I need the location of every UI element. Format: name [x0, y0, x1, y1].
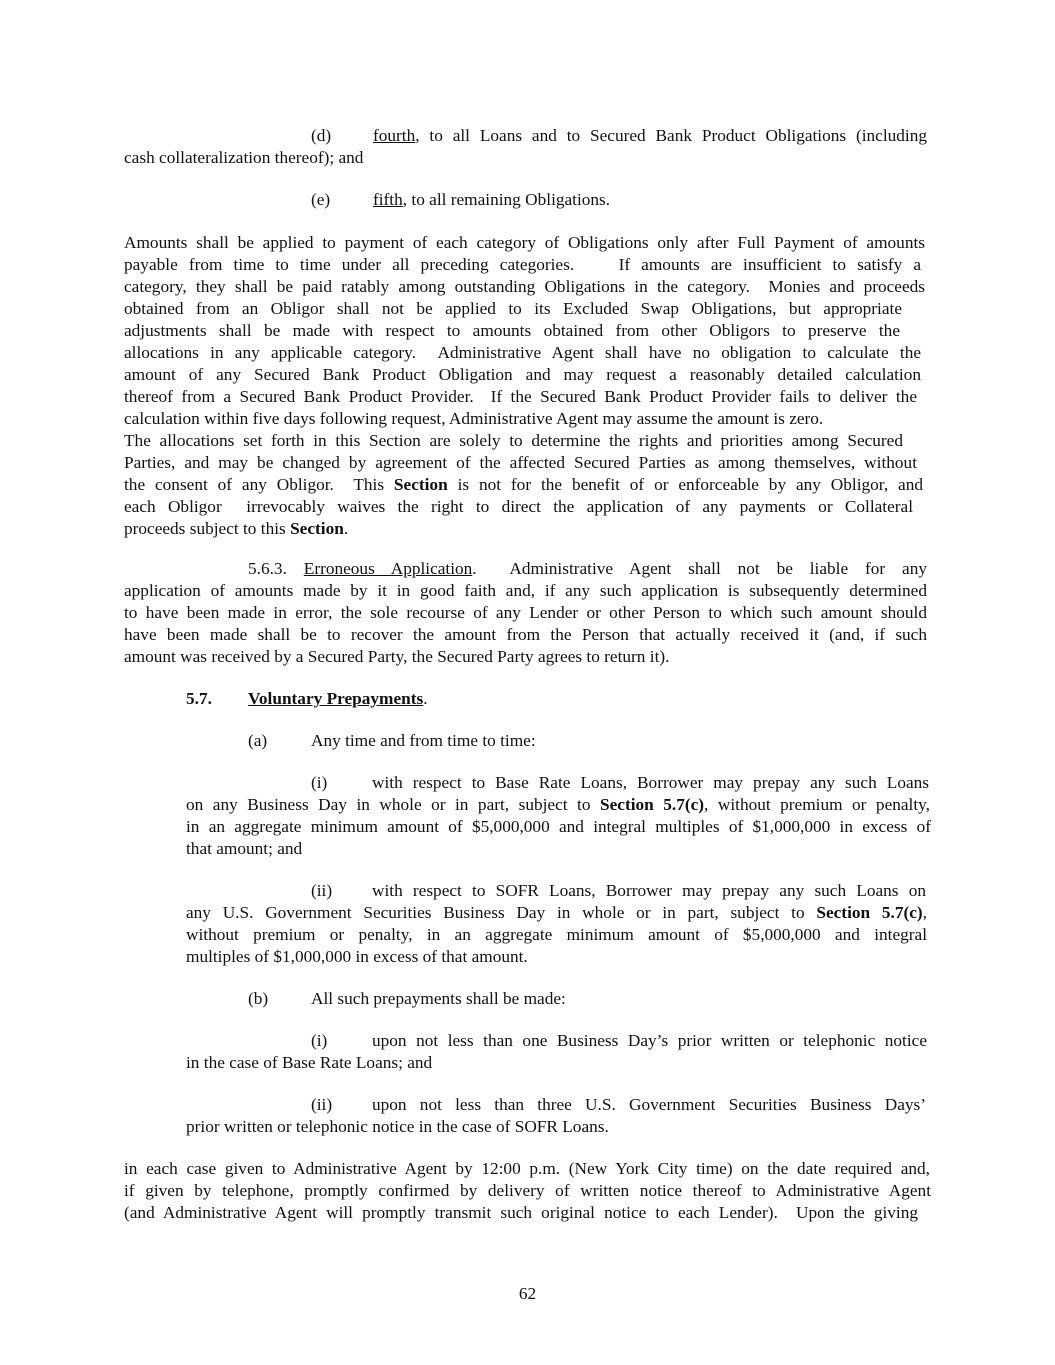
item-b-ii-label: (ii) [311, 1095, 333, 1114]
amounts-line: amount of any Secured Bank Product Obligation and may request a reasonably detailed calculation [124, 365, 921, 384]
item-a-label: (a) [248, 731, 268, 750]
page-number: 62 [518, 1284, 537, 1303]
erroneous-line1: 5.6.3. Erroneous Application. Administrative Agent shall not be liable for any [248, 559, 927, 578]
final-line: (and Administrative Agent will promptly transmit such original notice to each Lender). Upon the giving [124, 1203, 918, 1222]
item-e-fifth: fifth [373, 190, 403, 209]
erroneous-line: application of amounts made by it in good faith and, if any such application is subsequently determined [124, 581, 927, 600]
erroneous-line: amount was received by a Secured Party, the Secured Party agrees to return it). [124, 647, 670, 666]
item-d-line2: cash collateralization thereof); and [124, 148, 364, 167]
item-d-line1: fourth, to all Loans and to Secured Bank Product Obligations (including [373, 126, 927, 145]
amounts-line: adjustments shall be made with respect to amounts obtained from other Obligors to preserve the [124, 321, 900, 340]
amounts-line: category, they shall be paid ratably among outstanding Obligations in the category. Monies and proceeds [124, 277, 925, 296]
amounts-line: thereof from a Secured Bank Product Provider. If the Secured Bank Product Provider fails to deliver the [124, 387, 917, 406]
item-b-ii-line1: upon not less than three U.S. Government Securities Business Days’ [372, 1095, 926, 1114]
item-d-fourth: fourth [373, 126, 416, 145]
amounts-line: The allocations set forth in this Section are solely to determine the rights and priorities among Secured [124, 431, 903, 450]
section-ref: Section 5.7(c) [816, 903, 923, 922]
item-e-label: (e) [311, 190, 331, 209]
item-a-ii-line4: multiples of $1,000,000 in excess of that amount. [186, 947, 528, 966]
item-b-i-label: (i) [311, 1031, 328, 1050]
amounts-line: calculation within five days following request, Administrative Agent may assume the amount is zero. [124, 409, 824, 428]
section-ref: Section [290, 519, 344, 538]
amounts-line: the consent of any Obligor. This Section is not for the benefit of or enforceable by any Obligor, and [124, 475, 923, 494]
erroneous-line: have been made shall be to recover the amount from the Person that actually received it (and, if such [124, 625, 927, 644]
item-a-ii-line2: any U.S. Government Securities Business Day in whole or in part, subject to Section 5.7(c), [186, 903, 927, 922]
amounts-line: Amounts shall be applied to payment of each category of Obligations only after Full Payment of amounts [124, 233, 925, 252]
item-b-i-line2: in the case of Base Rate Loans; and [186, 1053, 433, 1072]
item-a-i-line4: that amount; and [186, 839, 303, 858]
erroneous-title: Erroneous Application [303, 559, 473, 578]
amounts-line: each Obligor irrevocably waives the right to direct the application of any payments or Collateral [124, 497, 913, 516]
item-b-label: (b) [248, 989, 269, 1008]
final-line: in each case given to Administrative Agent by 12:00 p.m. (New York City time) on the date required and, [124, 1159, 930, 1178]
item-e-line: fifth, to all remaining Obligations. [373, 190, 611, 209]
amounts-line: Parties, and may be changed by agreement of the affected Secured Parties as among themselves, without [124, 453, 917, 472]
amounts-line: allocations in any applicable category. Administrative Agent shall have no obligation to calculate the [124, 343, 921, 362]
final-line: if given by telephone, promptly confirmed by delivery of written notice thereof to Administrative Agent [124, 1181, 931, 1200]
section-5-7-title: Voluntary Prepayments [248, 689, 424, 708]
erroneous-number: 5.6.3. [248, 559, 287, 578]
amounts-line: payable from time to time under all preceding categories. If amounts are insufficient to satisfy a [124, 255, 921, 274]
item-b-text: All such prepayments shall be made: [311, 989, 566, 1008]
item-a-i-label: (i) [311, 773, 328, 792]
amounts-line: obtained from an Obligor shall not be applied to its Excluded Swap Obligations, but appropriate [124, 299, 902, 318]
amounts-line: proceeds subject to this Section. [124, 519, 349, 538]
item-a-i-line1: with respect to Base Rate Loans, Borrower may prepay any such Loans [372, 773, 929, 792]
section-ref: Section 5.7(c) [600, 795, 705, 814]
item-d-label: (d) [311, 126, 332, 145]
item-a-i-line3: in an aggregate minimum amount of $5,000,000 and integral multiples of $1,000,000 in excess of [186, 817, 931, 836]
item-a-ii-line1: with respect to SOFR Loans, Borrower may prepay any such Loans on [372, 881, 926, 900]
item-a-i-line2: on any Business Day in whole or in part, subject to Section 5.7(c), without premium or penalty, [186, 795, 930, 814]
item-a-ii-label: (ii) [311, 881, 333, 900]
item-b-ii-line2: prior written or telephonic notice in the case of SOFR Loans. [186, 1117, 609, 1136]
section-5-7-heading: Voluntary Prepayments. [248, 689, 428, 708]
item-a-ii-line3: without premium or penalty, in an aggregate minimum amount of $5,000,000 and integral [186, 925, 927, 944]
section-5-7-number: 5.7. [186, 689, 212, 708]
item-b-i-line1: upon not less than one Business Day’s prior written or telephonic notice [372, 1031, 927, 1050]
item-a-text: Any time and from time to time: [311, 731, 536, 750]
erroneous-line: to have been made in error, the sole recourse of any Lender or other Person to which such amount should [124, 603, 927, 622]
section-ref: Section [393, 475, 448, 494]
